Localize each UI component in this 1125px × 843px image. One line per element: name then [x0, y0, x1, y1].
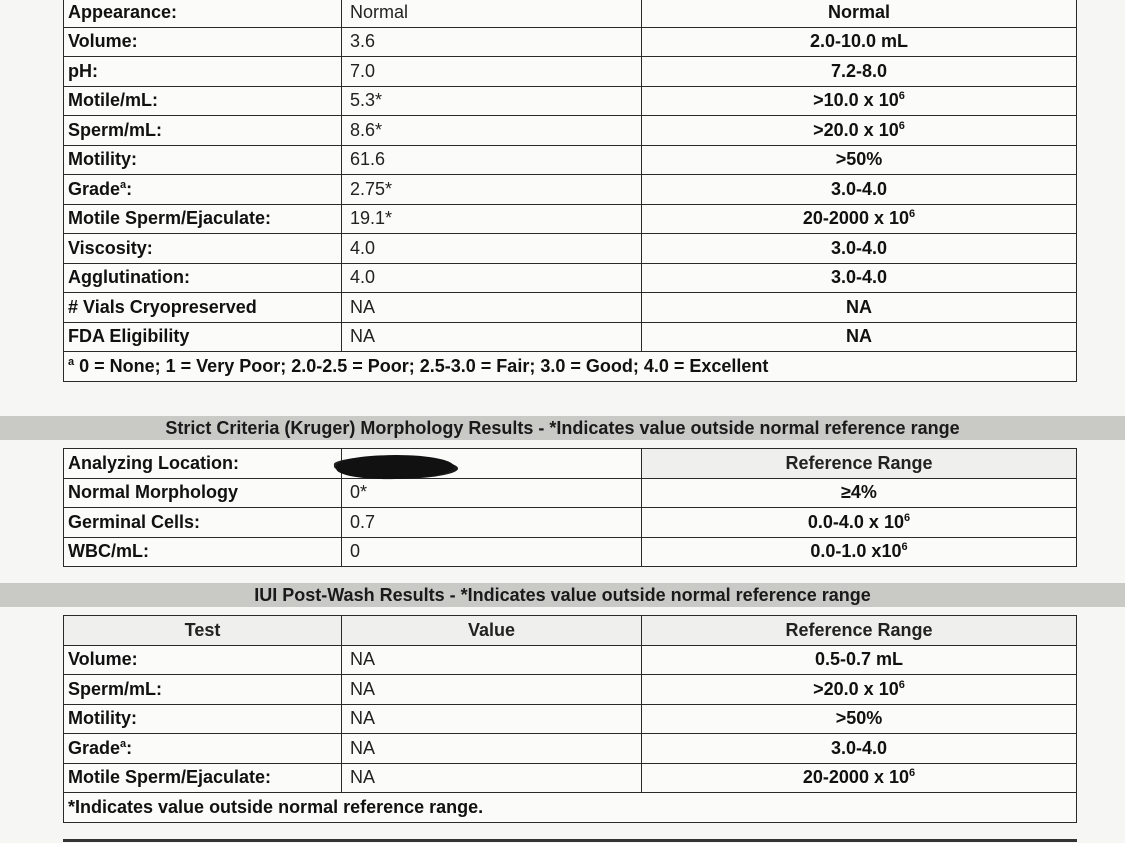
row-reference: >20.0 x $10^6$ — [642, 675, 1077, 705]
table-row — [64, 322, 1077, 352]
row-label: Motile Sperm/Ejaculate: — [64, 763, 342, 793]
table-row — [64, 86, 1077, 116]
table-row — [64, 508, 1077, 538]
grade-scale-footnote: $^a$ 0 = None; 1 = Very Poor; 2.0-2.5 = Poor; 2.5-3.0 = Fair; 3.0 = Good; 4.0 = Excellent — [64, 352, 1077, 382]
row-label: Germinal Cells: — [64, 508, 342, 538]
row-reference: >50% — [642, 145, 1077, 175]
row-label: Motility: — [64, 704, 342, 734]
table-row — [64, 27, 1077, 57]
morphology-table — [63, 448, 1077, 567]
table-row — [64, 175, 1077, 205]
postwash-table — [63, 615, 1077, 823]
table-row — [64, 263, 1077, 293]
postwash-footnote: *Indicates value outside normal reference range. — [64, 793, 1077, 823]
postwash-section-title: IUI Post-Wash Results - *Indicates value outside normal reference range — [0, 583, 1125, 607]
row-reference: 20-2000 x $10^6$ — [642, 204, 1077, 234]
row-reference: NA — [642, 293, 1077, 323]
reference-range-header: Reference Range — [642, 616, 1077, 646]
row-reference: >50% — [642, 704, 1077, 734]
row-label: Motile Sperm/Ejaculate: — [64, 204, 342, 234]
row-label: pH: — [64, 57, 342, 87]
row-label: Sperm/mL: — [64, 675, 342, 705]
test-header: Test — [64, 616, 342, 646]
analyzing-location-label: Analyzing Location: — [64, 449, 342, 479]
table-row — [64, 57, 1077, 87]
table-row — [64, 675, 1077, 705]
page-bottom-rule — [63, 839, 1077, 842]
row-value: NA — [342, 645, 642, 675]
row-value: 5.3* — [342, 86, 642, 116]
row-value: 8.6* — [342, 116, 642, 146]
morphology-header-row — [64, 449, 1077, 479]
table-row — [64, 645, 1077, 675]
row-value: 0* — [342, 478, 642, 508]
row-reference: 3.0-4.0 — [642, 175, 1077, 205]
row-reference: 0.0-4.0 x $10^6$ — [642, 508, 1077, 538]
table-row — [64, 116, 1077, 146]
row-value: 7.0 — [342, 57, 642, 87]
row-reference: 0.0-1.0 $x10^6$ — [642, 537, 1077, 567]
semen-analysis-table — [63, 0, 1077, 382]
row-label: Grade$^a$: — [64, 734, 342, 764]
row-label: FDA Eligibility — [64, 322, 342, 352]
row-value: NA — [342, 734, 642, 764]
row-value: NA — [342, 322, 642, 352]
row-value: 0.7 — [342, 508, 642, 538]
table-row — [64, 204, 1077, 234]
row-reference: ≥4% — [642, 478, 1077, 508]
row-reference: >10.0 x $10^6$ — [642, 86, 1077, 116]
row-label: Agglutination: — [64, 263, 342, 293]
row-value: 3.6 — [342, 27, 642, 57]
row-label: Viscosity: — [64, 234, 342, 264]
row-reference: 2.0-10.0 mL — [642, 27, 1077, 57]
row-value: NA — [342, 675, 642, 705]
row-value: 4.0 — [342, 234, 642, 264]
row-value: Normal — [342, 0, 642, 27]
postwash-header-row — [64, 616, 1077, 646]
morphology-section-title: Strict Criteria (Kruger) Morphology Results - *Indicates value outside normal reference range — [0, 416, 1125, 440]
table-row — [64, 734, 1077, 764]
row-label: Volume: — [64, 645, 342, 675]
table-row — [64, 145, 1077, 175]
row-reference: 0.5-0.7 mL — [642, 645, 1077, 675]
row-label: Sperm/mL: — [64, 116, 342, 146]
row-value: 0 — [342, 537, 642, 567]
value-header: Value — [342, 616, 642, 646]
row-value: 19.1* — [342, 204, 642, 234]
row-reference: 3.0-4.0 — [642, 263, 1077, 293]
table-row — [64, 478, 1077, 508]
row-value: 4.0 — [342, 263, 642, 293]
row-reference: >20.0 x $10^6$ — [642, 116, 1077, 146]
table-row — [64, 0, 1077, 27]
row-value: 2.75* — [342, 175, 642, 205]
table-row — [64, 234, 1077, 264]
table-row — [64, 763, 1077, 793]
row-reference: 3.0-4.0 — [642, 734, 1077, 764]
table-row — [64, 704, 1077, 734]
row-value: NA — [342, 704, 642, 734]
row-reference: NA — [642, 322, 1077, 352]
row-reference: Normal — [642, 0, 1077, 27]
table-row — [64, 537, 1077, 567]
footnote-row — [64, 793, 1077, 823]
row-label: Normal Morphology — [64, 478, 342, 508]
row-label: # Vials Cryopreserved — [64, 293, 342, 323]
row-label: Motile/mL: — [64, 86, 342, 116]
row-reference: 3.0-4.0 — [642, 234, 1077, 264]
row-reference: 7.2-8.0 — [642, 57, 1077, 87]
row-label: Volume: — [64, 27, 342, 57]
table-row — [64, 293, 1077, 323]
row-reference: 20-2000 x $10^6$ — [642, 763, 1077, 793]
row-value: NA — [342, 763, 642, 793]
footnote-row — [64, 352, 1077, 382]
row-label: Motility: — [64, 145, 342, 175]
row-value: NA — [342, 293, 642, 323]
row-label: Grade$^a$: — [64, 175, 342, 205]
reference-range-header: Reference Range — [642, 449, 1077, 479]
row-value: 61.6 — [342, 145, 642, 175]
row-label: WBC/mL: — [64, 537, 342, 567]
row-label: Appearance: — [64, 0, 342, 27]
